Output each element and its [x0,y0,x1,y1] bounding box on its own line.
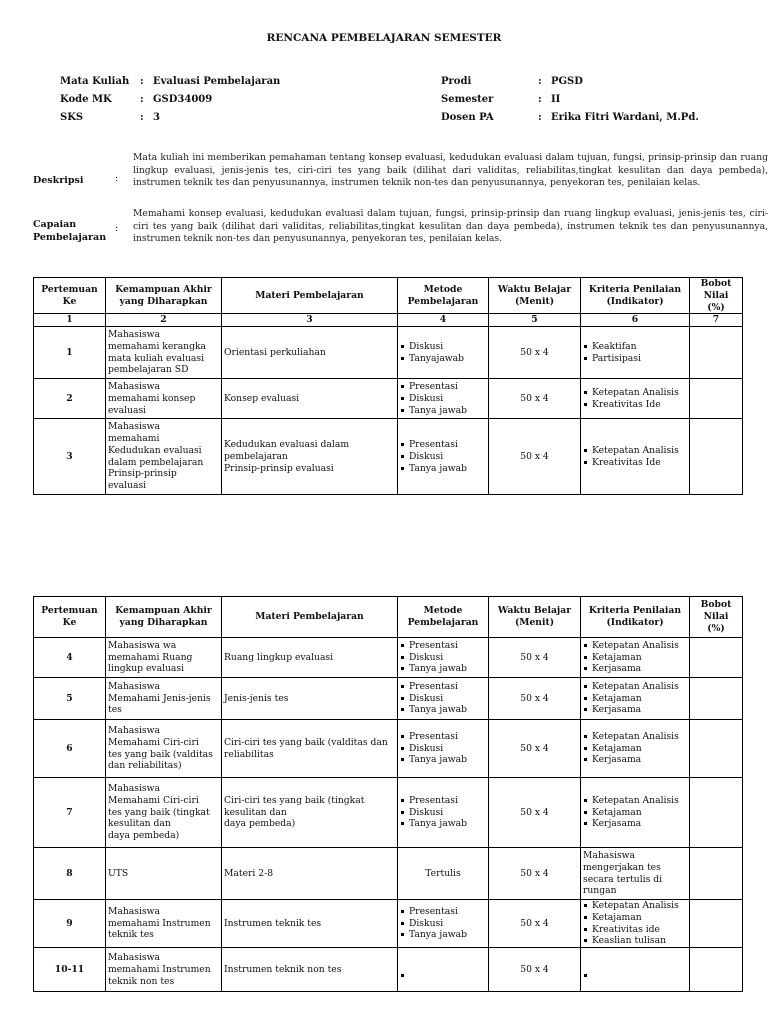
cell-bobot [690,327,743,379]
info-colon: : [140,76,144,87]
cell-line: mata kuliah evaluasi [108,352,205,364]
header-pertemuan: Pertemuan Ke [34,597,106,638]
deskripsi-colon: : [115,173,119,184]
cell-line: Prinsip-prinsip evaluasi [224,462,334,474]
cell-materi [222,720,398,778]
cell-line: kesulitan dan [224,806,287,818]
bullet-item: Kerjasama [583,754,687,766]
bullet-item: Ketajaman [583,807,687,819]
bullet-item: Keaktifan [583,341,687,353]
info-label: Kode MK [60,94,112,105]
cell-bobot [690,720,743,778]
bullet-item: Keaslian tulisan [583,935,687,947]
deskripsi-section [33,152,768,206]
header-metode: Metode Pembelajaran [398,278,489,314]
cell-line: Mahasiswa [108,905,160,917]
table-row [34,379,743,419]
cell-line: Mahasiswa [583,849,635,861]
cell-waktu: 50 x 4 [489,848,581,900]
info-label: Mata Kuliah [60,76,130,87]
header-kemampuan: Kemampuan Akhir yang Diharapkan [106,597,222,638]
cell-kemampuan [106,379,222,419]
cell-line: Mahasiswa [108,680,160,692]
cell-line: memahami [108,433,160,445]
cell-kriteria [581,900,690,948]
cell-metode [398,327,489,379]
bullet-item: Presentasi [400,795,486,807]
info-row-kode-mk [60,94,360,108]
col-number: 6 [581,314,690,327]
capaian-label-1: Capaian [33,219,77,230]
cell-waktu: 50 x 4 [489,778,581,848]
cell-waktu: 50 x 4 [489,948,581,992]
cell-line: Mahasiswa [108,380,160,392]
info-row-dosen-pa [441,112,741,126]
cell-line: Ciri-ciri tes yang baik (valditas dan [224,736,388,748]
cell-line: Materi 2-8 [224,867,274,879]
cell-line: Memahami Ciri-ciri [108,794,199,806]
cell-line: mengerjakan tes [583,861,661,873]
header-kriteria: Kriteria Penilaian (Indikator) [581,597,690,638]
capaian-section [33,208,768,252]
cell-line: kesulitan dan [108,818,171,830]
bullet-list [400,906,486,941]
cell-kriteria [581,379,690,419]
cell-line: Mahasiswa [108,421,160,433]
cell-materi [222,638,398,678]
cell-line: Konsep evaluasi [224,392,300,404]
cell-kriteria [581,948,690,992]
cell-line: Kedudukan evaluasi dalam [224,438,350,450]
bullet-item: Tanya jawab [400,463,486,475]
header-waktu: Waktu Belajar (Menit) [489,597,581,638]
cell-line: teknik tes [108,929,154,941]
bullet-list [583,681,687,716]
bullet-item: Tanya jawab [400,818,486,830]
cell-waktu: 50 x 4 [489,379,581,419]
col-number: 2 [106,314,222,327]
course-info-left [60,76,360,136]
cell-line: memahami kerangka [108,340,207,352]
cell-pertemuan: 10-11 [34,948,106,992]
info-value: Evaluasi Pembelajaran [153,76,281,87]
cell-metode [398,778,489,848]
info-colon: : [538,94,542,105]
bullet-list [400,381,486,416]
bullet-list [400,439,486,474]
cell-pertemuan: 5 [34,678,106,720]
cell-metode [398,638,489,678]
cell-pertemuan: 6 [34,720,106,778]
cell-kemampuan [106,419,222,495]
info-label: Prodi [441,76,472,87]
cell-materi [222,900,398,948]
cell-bobot [690,638,743,678]
info-row-sks [60,112,360,126]
bullet-item: Kreativitas ide [583,924,687,936]
bullet-item: Tanya jawab [400,405,486,417]
bullet-item: Ketepatan Analisis [583,900,687,912]
info-label: Dosen PA [441,112,494,123]
header-kemampuan: Kemampuan Akhir yang Diharapkan [106,278,222,314]
cell-kriteria [581,848,690,900]
cell-line: Tertulis [425,867,461,879]
table-row [34,419,743,495]
bullet-item: Ketepatan Analisis [583,731,687,743]
cell-line: Memahami Ciri-ciri [108,736,199,748]
deskripsi-label: Deskripsi [33,175,84,186]
cell-kemampuan [106,327,222,379]
bullet-item: Kerjasama [583,663,687,675]
cell-pertemuan: 3 [34,419,106,495]
cell-bobot [690,778,743,848]
bullet-list [583,341,687,365]
info-value: Erika Fitri Wardani, M.Pd. [551,112,699,123]
cell-line: secara tertulis di [583,873,663,885]
cell-materi [222,419,398,495]
bullet-item: Diskusi [400,918,486,930]
bullet-item: Diskusi [400,743,486,755]
cell-materi [222,948,398,992]
cell-line: tes [108,704,122,716]
cell-materi [222,327,398,379]
bullet-item: Kreativitas Ide [583,457,687,469]
bullet-item: Ketajaman [583,652,687,664]
bullet-list [400,640,486,675]
col-number: 5 [489,314,581,327]
table-row [34,720,743,778]
bullet-item: Ketepatan Analisis [583,795,687,807]
cell-bobot [690,848,743,900]
info-colon: : [140,94,144,105]
bullet-list [400,795,486,830]
cell-line: pembelajaran SD [108,364,189,376]
info-row-prodi [441,76,741,90]
cell-materi [222,379,398,419]
bullet-item: Tanya jawab [400,754,486,766]
info-row-semester [441,94,741,108]
cell-line: tes yang baik (valditas [108,748,213,760]
cell-line: pembelajaran [224,450,288,462]
cell-line: Ruang lingkup evaluasi [224,651,334,663]
capaian-text: Memahami konsep evaluasi, kedudukan evaluasi dalam tujuan, fungsi, prinsip-prinsip dan ruang lingkup evaluasi, jenis-jenis tes, ciri-ciri tes yang baik (dilihat dari validitas, reliabilitas,tingkat kesulitan dan daya pembeda), instrumen teknik tes dan penyusunannya, instrumen teknik non-tes dan penyusunannya, penyekoran tes, penilaian kelas. [133,208,768,244]
info-colon: : [538,76,542,87]
cell-kemampuan [106,720,222,778]
bullet-list [583,445,687,469]
cell-kemampuan [106,778,222,848]
col-number: 7 [690,314,743,327]
rps-table-1 [33,277,743,495]
header-row [34,597,743,638]
bullet-item: Ketepatan Analisis [583,387,687,399]
cell-line: evaluasi [108,480,147,492]
course-info-right [441,76,741,136]
bullet-item: Diskusi [400,341,486,353]
cell-waktu: 50 x 4 [489,900,581,948]
bullet-item: Ketepatan Analisis [583,445,687,457]
col-number: 4 [398,314,489,327]
bullet-item: Presentasi [400,681,486,693]
cell-line: daya pembeda) [224,818,296,830]
cell-bobot [690,948,743,992]
table-row [34,948,743,992]
cell-line: Mahasiswa wa [108,639,177,651]
bullet-item: Ketajaman [583,693,687,705]
bullet-list [583,795,687,830]
bullet-list [400,681,486,716]
header-kriteria: Kriteria Penilaian (Indikator) [581,278,690,314]
cell-line: lingkup evaluasi [108,663,185,675]
header-materi: Materi Pembelajaran [222,278,398,314]
cell-kemampuan [106,948,222,992]
document-title: RENCANA PEMBELAJARAN SEMESTER [266,32,502,44]
header-bobot: Bobot Nilai (%) [690,597,743,638]
cell-waktu: 50 x 4 [489,720,581,778]
bullet-item: Tanyajawab [400,353,486,365]
cell-line: Kedudukan evaluasi [108,444,202,456]
bullet-item: Diskusi [400,807,486,819]
bullet-item: Presentasi [400,439,486,451]
cell-pertemuan: 4 [34,638,106,678]
table-row [34,638,743,678]
cell-kriteria [581,419,690,495]
bullet-item: Kerjasama [583,704,687,716]
cell-kriteria [581,678,690,720]
cell-bobot [690,678,743,720]
bullet-item: Ketajaman [583,912,687,924]
cell-metode [398,900,489,948]
bullet-item: Ketepatan Analisis [583,681,687,693]
cell-waktu: 50 x 4 [489,419,581,495]
col-number: 1 [34,314,106,327]
cell-pertemuan: 7 [34,778,106,848]
header-waktu: Waktu Belajar (Menit) [489,278,581,314]
cell-line: memahami konsep [108,392,196,404]
bullet-item: Presentasi [400,640,486,652]
cell-waktu: 50 x 4 [489,327,581,379]
cell-metode [398,848,489,900]
bullet-list [583,640,687,675]
cell-line: Mahasiswa [108,951,160,963]
table-row [34,778,743,848]
cell-kriteria [581,720,690,778]
rps-table-2 [33,596,743,992]
cell-line: Mahasiswa [108,329,160,341]
cell-kriteria [581,778,690,848]
bullet-item: Kerjasama [583,818,687,830]
header-pertemuan: Pertemuan Ke [34,278,106,314]
cell-line: memahami Instrumen [108,917,211,929]
bullet-item: Diskusi [400,652,486,664]
cell-waktu: 50 x 4 [489,638,581,678]
cell-line: rungan [583,885,617,897]
info-value: II [551,94,561,105]
cell-line: Memahami Jenis-jenis [108,692,211,704]
bullet-list [583,731,687,766]
cell-line: daya pembeda) [108,830,180,842]
info-value: GSD34009 [153,94,213,105]
info-label: SKS [60,112,84,123]
cell-line: Mahasiswa [108,783,160,794]
cell-kemampuan [106,678,222,720]
bullet-item: Tanya jawab [400,704,486,716]
cell-materi [222,678,398,720]
cell-line: Instrumen teknik non tes [224,963,342,975]
info-value: PGSD [551,76,583,87]
cell-line: UTS [108,867,129,879]
cell-metode [398,678,489,720]
cell-metode [398,379,489,419]
bullet-list [400,731,486,766]
cell-kriteria [581,327,690,379]
bullet-item: Diskusi [400,693,486,705]
cell-line: Orientasi perkuliahan [224,346,326,358]
cell-metode [398,948,489,992]
bullet-item: Diskusi [400,393,486,405]
cell-metode [398,419,489,495]
cell-line: tes yang baik (tingkat [108,806,210,818]
table-row [34,327,743,379]
cell-pertemuan: 8 [34,848,106,900]
bullet-item: Presentasi [400,381,486,393]
cell-kemampuan [106,848,222,900]
cell-line: dalam pembelajaran [108,456,204,468]
bullet-item: Tanya jawab [400,929,486,941]
cell-line: memahami Instrumen [108,963,211,975]
cell-kriteria [581,638,690,678]
cell-waktu: 50 x 4 [489,678,581,720]
bullet-item: Partisipasi [583,353,687,365]
cell-materi [222,778,398,848]
cell-line: dan reliabilitas) [108,760,182,772]
column-number-row [34,314,743,327]
bullet-item: Kreativitas Ide [583,399,687,411]
header-metode: Metode Pembelajaran [398,597,489,638]
header-bobot: Bobot Nilai (%) [690,278,743,314]
cell-line: Prinsip-prinsip [108,468,177,480]
capaian-colon: : [115,223,119,234]
header-materi: Materi Pembelajaran [222,597,398,638]
cell-pertemuan: 2 [34,379,106,419]
bullet-item: Ketepatan Analisis [583,640,687,652]
bullet-item: Diskusi [400,451,486,463]
cell-bobot [690,379,743,419]
cell-metode [398,720,489,778]
cell-line: teknik non tes [108,975,175,987]
bullet-list [583,900,687,947]
bullet-list [583,387,687,411]
cell-line: Mahasiswa [108,724,160,736]
info-row-mata-kuliah [60,76,360,90]
info-label: Semester [441,94,494,105]
cell-line: evaluasi [108,404,147,416]
cell-line: Jenis-jenis tes [224,692,289,704]
cell-bobot [690,900,743,948]
cell-kemampuan [106,638,222,678]
info-colon: : [538,112,542,123]
cell-materi [222,848,398,900]
info-value: 3 [153,112,160,123]
deskripsi-text: Mata kuliah ini memberikan pemahaman tentang konsep evaluasi, kedudukan evaluasi dalam tujuan, fungsi, prinsip-prinsip dan ruang lingkup evaluasi, jenis-jenis tes, ciri-ciri tes yang baik (dilihat dari validitas, reliabilitas,tingkat kesulitan dan daya pembeda), instrumen teknik tes dan penyusunannya, instrumen teknik non-tes dan penyusunannya, penyekoran tes, penilaian kelas. [133,152,768,188]
cell-pertemuan: 9 [34,900,106,948]
col-number: 3 [222,314,398,327]
cell-pertemuan: 1 [34,327,106,379]
table-row [34,848,743,900]
bullet-item: Presentasi [400,731,486,743]
bullet-item: Ketajaman [583,743,687,755]
info-colon: : [140,112,144,123]
cell-line: reliabilitas [224,748,274,760]
table-row [34,900,743,948]
capaian-label-2: Pembelajaran [33,232,107,243]
bullet-item: Tanya jawab [400,663,486,675]
table-row [34,678,743,720]
cell-line: Ciri-ciri tes yang baik (tingkat [224,794,365,806]
cell-line: memahami Ruang [108,651,193,663]
cell-bobot [690,419,743,495]
header-row [34,278,743,314]
cell-kemampuan [106,900,222,948]
bullet-item: Presentasi [400,906,486,918]
cell-line: Instrumen teknik tes [224,917,322,929]
bullet-list [400,341,486,365]
